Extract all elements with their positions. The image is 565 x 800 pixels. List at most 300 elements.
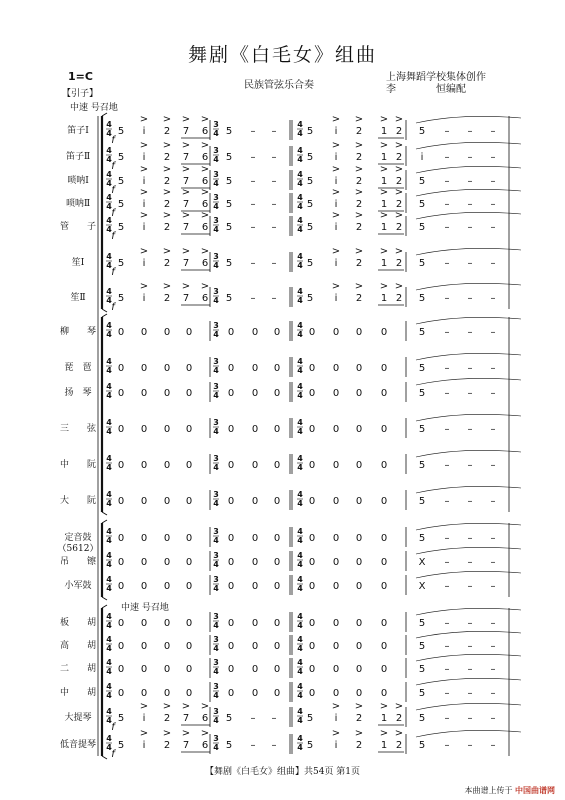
time-signature-b-den: 4 [213, 560, 219, 569]
hold-dash: – [467, 293, 473, 304]
time-signature-a-den: 4 [106, 155, 112, 164]
time-signature-b-den: 4 [213, 261, 219, 270]
note: 2 [355, 222, 363, 233]
rest: 0 [355, 688, 363, 699]
hold-dash: – [444, 557, 450, 568]
tie-arc [416, 116, 521, 123]
accent-mark: > [354, 701, 364, 712]
time-signature-a2-den: 4 [297, 179, 303, 188]
time-signature-a2-den: 4 [297, 366, 303, 375]
note: i [334, 740, 338, 751]
rest: 0 [227, 664, 235, 675]
note: 2 [163, 293, 171, 304]
note: 2 [355, 199, 363, 210]
hold-dash: – [444, 424, 450, 435]
section-label: 【引子】 [62, 89, 99, 99]
tempo-marking-strings: 中速 号召地 [121, 603, 169, 613]
accent-mark: > [162, 701, 172, 712]
note: 7 [182, 222, 190, 233]
rest: 0 [273, 664, 281, 675]
time-signature-a2-num: 4 [297, 734, 303, 743]
time-signature-a2-num: 4 [297, 120, 303, 129]
note: 5 [117, 740, 125, 751]
time-signature-a-den: 4 [106, 129, 112, 138]
hold-dash: – [467, 222, 473, 233]
time-signature-a-num: 4 [106, 146, 112, 155]
rest: 0 [140, 327, 148, 338]
final-note: 5 [418, 199, 426, 210]
note: 6 [201, 293, 209, 304]
note: 2 [395, 740, 403, 751]
accent-mark: > [394, 140, 404, 151]
accent-mark: > [200, 728, 210, 739]
rest: 0 [227, 496, 235, 507]
accent-mark: > [139, 246, 149, 257]
hold-dash: – [490, 176, 496, 187]
hold-dash: – [490, 363, 496, 374]
note: 5 [306, 176, 314, 187]
instrument-label: 笙Ⅰ [71, 258, 85, 268]
hold-dash: – [444, 293, 450, 304]
time-signature-a-den: 4 [106, 261, 112, 270]
note: 7 [182, 126, 190, 137]
accent-mark: > [331, 246, 341, 257]
instrument-label: 中 胡 [59, 688, 97, 698]
note: 5 [225, 740, 233, 751]
note: 6 [201, 258, 209, 269]
time-signature-a2-den: 4 [297, 463, 303, 472]
time-signature-a2-den: 4 [297, 155, 303, 164]
final-note: 5 [418, 713, 426, 724]
rest: 0 [273, 363, 281, 374]
time-signature-a2-den: 4 [297, 330, 303, 339]
hold-dash: – [467, 618, 473, 629]
hold-dash: – [467, 258, 473, 269]
note: – [250, 713, 256, 724]
accent-mark: > [379, 140, 389, 151]
tie-arc [416, 450, 521, 457]
time-signature-a2-num: 4 [297, 216, 303, 225]
time-signature-a-num: 4 [106, 658, 112, 667]
note: 2 [395, 176, 403, 187]
tie-arc [416, 608, 521, 615]
note: 5 [225, 258, 233, 269]
note: 5 [225, 293, 233, 304]
group-bracket-hook [102, 597, 107, 600]
time-signature-a2-num: 4 [297, 551, 303, 560]
rest: 0 [140, 533, 148, 544]
note: – [271, 258, 277, 269]
hold-dash: – [490, 460, 496, 471]
group-bracket-hook [102, 605, 107, 608]
accent-mark: > [181, 187, 191, 198]
hold-dash: – [467, 664, 473, 675]
rest: 0 [163, 664, 171, 675]
time-signature-a-num: 4 [106, 252, 112, 261]
time-signature-a2-den: 4 [297, 536, 303, 545]
note: – [271, 740, 277, 751]
time-signature-a2-den: 4 [297, 202, 303, 211]
instrument-label: 大提琴 [64, 713, 92, 723]
time-signature-a-num: 4 [106, 707, 112, 716]
time-signature-a2-num: 4 [297, 454, 303, 463]
time-signature-b-num: 3 [213, 418, 219, 427]
time-signature-b-num: 3 [213, 454, 219, 463]
dynamic-marking: f [111, 161, 115, 172]
rest: 0 [332, 618, 340, 629]
note: 5 [225, 176, 233, 187]
time-signature-a-num: 4 [106, 418, 112, 427]
time-signature-b-den: 4 [213, 225, 219, 234]
instrument-label: 低音提琴 [59, 740, 97, 750]
hold-dash: – [490, 740, 496, 751]
accent-mark: > [379, 114, 389, 125]
rest: 0 [273, 327, 281, 338]
instrument-label: 唢呐Ⅱ [65, 199, 91, 209]
time-signature-a-den: 4 [106, 560, 112, 569]
time-signature-b-num: 3 [213, 551, 219, 560]
accent-mark: > [139, 281, 149, 292]
rest: 0 [355, 618, 363, 629]
rest: 0 [355, 496, 363, 507]
time-signature-a2-num: 4 [297, 575, 303, 584]
tie-arc [416, 486, 521, 493]
rest: 0 [185, 688, 193, 699]
rest: 0 [380, 460, 388, 471]
hold-dash: – [467, 740, 473, 751]
hold-dash: – [444, 152, 450, 163]
hold-dash: – [444, 327, 450, 338]
time-signature-a2-num: 4 [297, 146, 303, 155]
rest: 0 [332, 557, 340, 568]
upload-credit [464, 785, 555, 796]
note: i [334, 152, 338, 163]
rest: 0 [355, 664, 363, 675]
rest: 0 [308, 581, 316, 592]
rest: 0 [163, 388, 171, 399]
time-signature-a-num: 4 [106, 120, 112, 129]
final-note: X [418, 557, 426, 568]
hold-dash: – [490, 199, 496, 210]
tie-arc [416, 212, 521, 219]
note: i [334, 258, 338, 269]
accent-mark: > [331, 281, 341, 292]
time-signature-b-den: 4 [213, 667, 219, 676]
accent-mark: > [162, 187, 172, 198]
time-signature-b-num: 3 [213, 490, 219, 499]
time-signature-b-den: 4 [213, 129, 219, 138]
time-signature-b-num: 3 [213, 216, 219, 225]
rest: 0 [273, 388, 281, 399]
time-signature-a-den: 4 [106, 536, 112, 545]
accent-mark: > [379, 246, 389, 257]
rest: 0 [332, 363, 340, 374]
final-note: 5 [418, 424, 426, 435]
rest: 0 [185, 327, 193, 338]
note: 5 [306, 199, 314, 210]
accent-mark: > [200, 114, 210, 125]
note: i [142, 222, 146, 233]
accent-mark: > [354, 210, 364, 221]
note: 2 [163, 199, 171, 210]
rest: 0 [332, 424, 340, 435]
time-signature-a-num: 4 [106, 575, 112, 584]
rest: 0 [308, 460, 316, 471]
time-signature-a-num: 4 [106, 287, 112, 296]
hold-dash: – [490, 258, 496, 269]
note: 1 [380, 152, 388, 163]
accent-mark: > [394, 210, 404, 221]
rest: 0 [163, 557, 171, 568]
tie-arc [416, 142, 521, 149]
note: 1 [380, 293, 388, 304]
hold-dash: – [444, 533, 450, 544]
tie-arc [416, 523, 521, 530]
time-signature-a-den: 4 [106, 202, 112, 211]
rest: 0 [140, 424, 148, 435]
rest: 0 [227, 363, 235, 374]
accent-mark: > [379, 281, 389, 292]
accent-mark: > [394, 701, 404, 712]
accent-mark: > [200, 701, 210, 712]
accent-mark: > [394, 114, 404, 125]
accent-mark: > [162, 140, 172, 151]
note: 5 [117, 258, 125, 269]
instrument-label: 定音鼓 [64, 533, 92, 543]
hold-dash: – [490, 581, 496, 592]
final-note: 5 [418, 496, 426, 507]
time-signature-a-den: 4 [106, 644, 112, 653]
time-signature-a2-den: 4 [297, 621, 303, 630]
rest: 0 [332, 664, 340, 675]
time-signature-b-num: 3 [213, 575, 219, 584]
upload-prefix: 本曲谱上传于 [464, 786, 513, 795]
rest: 0 [227, 533, 235, 544]
time-signature-b-num: 3 [213, 658, 219, 667]
note: 5 [225, 126, 233, 137]
note: i [142, 126, 146, 137]
final-note: 5 [418, 293, 426, 304]
hold-dash: – [467, 641, 473, 652]
time-signature-a-den: 4 [106, 463, 112, 472]
hold-dash: – [490, 688, 496, 699]
final-note: 5 [418, 176, 426, 187]
instrument-label: 小军鼓 [64, 581, 92, 591]
time-signature-a-den: 4 [106, 716, 112, 725]
rest: 0 [140, 496, 148, 507]
hold-dash: – [467, 533, 473, 544]
accent-mark: > [181, 728, 191, 739]
instrument-label: 琵 琶 [64, 363, 92, 373]
time-signature-a-den: 4 [106, 621, 112, 630]
dynamic-marking: f [111, 185, 115, 196]
time-signature-b-num: 3 [213, 682, 219, 691]
tie-arc [416, 703, 521, 710]
accent-mark: > [354, 728, 364, 739]
group-bracket-hook [102, 520, 107, 523]
rest: 0 [332, 327, 340, 338]
rest: 0 [227, 388, 235, 399]
note: i [142, 199, 146, 210]
credit-line-2: 李 恒编配 [386, 84, 466, 95]
accent-mark: > [162, 281, 172, 292]
note: – [250, 258, 256, 269]
instrument-label: 柳 琴 [59, 327, 97, 337]
note: 6 [201, 222, 209, 233]
group-bracket-hook [102, 314, 107, 317]
rest: 0 [227, 557, 235, 568]
accent-mark: > [331, 114, 341, 125]
rest: 0 [163, 688, 171, 699]
accent-mark: > [139, 210, 149, 221]
tie-arc [416, 571, 521, 578]
rest: 0 [273, 618, 281, 629]
rest: 0 [185, 496, 193, 507]
rest: 0 [117, 388, 125, 399]
accent-mark: > [331, 210, 341, 221]
time-signature-b-den: 4 [213, 155, 219, 164]
key-signature: 1=C [68, 70, 93, 83]
time-signature-b-den: 4 [213, 584, 219, 593]
instrument-label: 高 胡 [59, 641, 97, 651]
hold-dash: – [467, 176, 473, 187]
rest: 0 [380, 664, 388, 675]
note: 5 [306, 126, 314, 137]
dynamic-marking: f [111, 231, 115, 242]
time-signature-b-num: 3 [213, 612, 219, 621]
final-note: 5 [418, 363, 426, 374]
rest: 0 [140, 581, 148, 592]
rest: 0 [117, 327, 125, 338]
hold-dash: – [490, 152, 496, 163]
note: 2 [355, 152, 363, 163]
note: 5 [225, 222, 233, 233]
credit-line-1: 上海舞蹈学校集体创作 [386, 72, 486, 83]
final-note: 5 [418, 388, 426, 399]
time-signature-b-num: 3 [213, 357, 219, 366]
note: i [334, 713, 338, 724]
rest: 0 [227, 618, 235, 629]
note: – [271, 199, 277, 210]
rest: 0 [163, 327, 171, 338]
rest: 0 [308, 363, 316, 374]
accent-mark: > [181, 164, 191, 175]
rest: 0 [163, 533, 171, 544]
rest: 0 [332, 581, 340, 592]
note: 5 [117, 713, 125, 724]
note: 2 [355, 176, 363, 187]
note: 6 [201, 199, 209, 210]
rest: 0 [332, 533, 340, 544]
rest: 0 [308, 327, 316, 338]
time-signature-a2-num: 4 [297, 287, 303, 296]
note: 1 [380, 199, 388, 210]
rest: 0 [185, 618, 193, 629]
rest: 0 [273, 533, 281, 544]
rest: 0 [185, 460, 193, 471]
accent-mark: > [200, 210, 210, 221]
time-signature-a2-num: 4 [297, 252, 303, 261]
tie-arc [416, 678, 521, 685]
hold-dash: – [467, 199, 473, 210]
note: 5 [306, 740, 314, 751]
hold-dash: – [444, 222, 450, 233]
rest: 0 [380, 618, 388, 629]
accent-mark: > [181, 701, 191, 712]
hold-dash: – [444, 664, 450, 675]
tie-arc [416, 378, 521, 385]
time-signature-a-num: 4 [106, 682, 112, 691]
note: 5 [225, 152, 233, 163]
rest: 0 [185, 388, 193, 399]
note: 7 [182, 740, 190, 751]
hold-dash: – [444, 581, 450, 592]
time-signature-a-den: 4 [106, 691, 112, 700]
time-signature-a2-num: 4 [297, 357, 303, 366]
rest: 0 [273, 460, 281, 471]
hold-dash: – [444, 460, 450, 471]
rest: 0 [117, 424, 125, 435]
time-signature-a2-den: 4 [297, 743, 303, 752]
instrument-label: 中 阮 [59, 460, 97, 470]
note: 2 [395, 199, 403, 210]
note: 7 [182, 199, 190, 210]
rest: 0 [380, 533, 388, 544]
final-note: 5 [418, 327, 426, 338]
note: 5 [306, 258, 314, 269]
accent-mark: > [394, 246, 404, 257]
accent-mark: > [139, 114, 149, 125]
note: 5 [306, 293, 314, 304]
note: 7 [182, 293, 190, 304]
rest: 0 [251, 581, 259, 592]
rest: 0 [185, 557, 193, 568]
hold-dash: – [467, 388, 473, 399]
rest: 0 [163, 618, 171, 629]
accent-mark: > [200, 246, 210, 257]
final-note: 5 [418, 258, 426, 269]
instrument-label: 唢呐Ⅰ [67, 176, 89, 186]
rest: 0 [355, 363, 363, 374]
hold-dash: – [467, 327, 473, 338]
time-signature-b-den: 4 [213, 499, 219, 508]
note: 2 [355, 713, 363, 724]
time-signature-a-num: 4 [106, 321, 112, 330]
rest: 0 [273, 496, 281, 507]
dynamic-marking: f [111, 722, 115, 733]
rest: 0 [185, 664, 193, 675]
time-signature-a2-num: 4 [297, 170, 303, 179]
note: – [250, 222, 256, 233]
rest: 0 [251, 664, 259, 675]
tie-arc [416, 248, 521, 255]
subtitle: 民族管弦乐合奏 [244, 80, 314, 91]
accent-mark: > [139, 701, 149, 712]
time-signature-a2-num: 4 [297, 682, 303, 691]
site-logo[interactable]: 中国曲谱网 [515, 786, 555, 795]
time-signature-b-den: 4 [213, 427, 219, 436]
rest: 0 [117, 363, 125, 374]
rest: 0 [251, 533, 259, 544]
instrument-label: 二 胡 [59, 664, 97, 674]
rest: 0 [355, 460, 363, 471]
rest: 0 [273, 581, 281, 592]
rest: 0 [140, 363, 148, 374]
time-signature-a2-den: 4 [297, 427, 303, 436]
hold-dash: – [444, 363, 450, 374]
instrument-label: 大 阮 [59, 496, 97, 506]
note: 5 [306, 713, 314, 724]
